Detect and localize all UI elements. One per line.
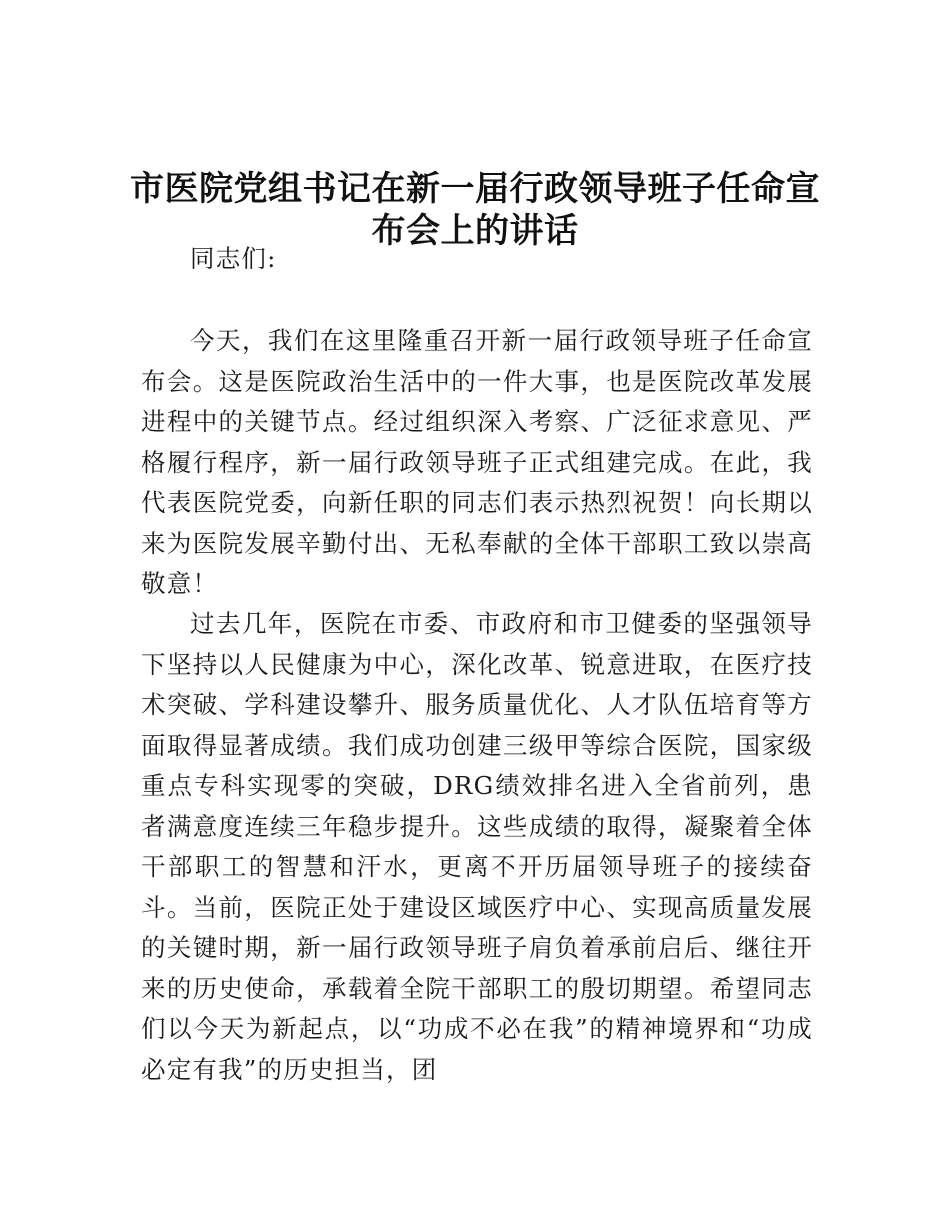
paragraph-1: 今天，我们在这里隆重召开新一届行政领导班子任命宣布会。这是医院政治生活中的一件大事，也是医院改革发展进程中的关键节点。经过组织深入考察、广泛征求意见、严格履行程序，新一届行政领导班子正式组建完成。在此，我代表医院党委，向新任职的同志们表示热烈祝贺！向长期以来为医院发展辛勤付出、无私奉献的全体干部职工致以崇高敬意！ bbox=[141, 326, 813, 598]
document-title: 市医院党组书记在新一届行政领导班子任命宣布会上的讲话 bbox=[130, 169, 820, 251]
salutation: 同志们: bbox=[190, 244, 277, 273]
paragraph-2: 过去几年，医院在市委、市政府和市卫健委的坚强领导下坚持以人民健康为中心，深化改革、锐意进取，在医疗技术突破、学科建设攀升、服务质量优化、人才队伍培育等方面取得显著成绩。我们成功创建三级甲等综合医院，国家级重点专科实现零的突破，DRG绩效排名进入全省前列，患者满意度连续三年稳步提升。这些成绩的取得，凝聚着全体干部职工的智慧和汗水，更离不开历届领导班子的接续奋斗。当前，医院正处于建设区域医疗中心、实现高质量发展的关键时期，新一届行政领导班子肩负着承前启后、继往开来的历史使命，承载着全院干部职工的殷切期望。希望同志们以今天为新起点，以“功成不必在我”的精神境界和“功成必定有我”的历史担当，团 bbox=[141, 609, 813, 1084]
